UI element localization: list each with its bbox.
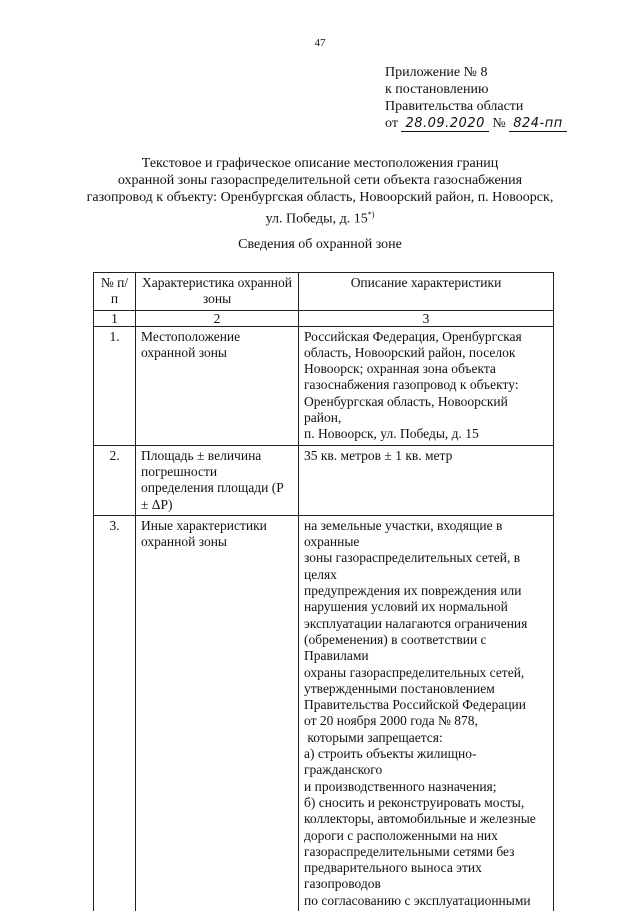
section-subtitle: Сведения об охранной зоне: [238, 237, 402, 252]
row-number: 3.: [94, 515, 136, 911]
appendix-line-2: к постановлению: [385, 82, 489, 97]
number-sign: №: [492, 116, 506, 131]
description-line: а) строить объекты жилищно-гражданского: [304, 746, 477, 778]
row-characteristic: Местоположение охранной зоны: [136, 326, 299, 445]
table-row: [94, 445, 554, 515]
row-description: [299, 445, 554, 515]
appendix-block: [385, 64, 567, 132]
description-line: газораспределительными сетями без: [304, 843, 515, 859]
description-line: Новоорск; охранная зона объекта: [304, 361, 496, 377]
title-line-1: Текстовое и графическое описание местоположения границ: [141, 156, 499, 171]
numbering-cell: 3: [299, 310, 554, 326]
table-row: [94, 515, 554, 911]
description-line: нарушения условий их нормальной: [304, 599, 508, 615]
description-line: б) сносить и реконструировать мосты,: [304, 794, 525, 810]
table-numbering-row: [94, 310, 554, 326]
description-line: область, Новоорский район, поселок: [304, 344, 516, 360]
row-number: 1.: [94, 326, 136, 445]
description-line: и производственного назначения;: [304, 778, 497, 794]
description-line: предварительного выноса этих газопроводов: [304, 860, 482, 892]
description-line: которыми запрещается:: [304, 729, 443, 745]
description-line: (обременения) в соответствии с Правилами: [304, 631, 487, 664]
appendix-date-line: [385, 115, 567, 132]
description-line: Правительства Российской Федерации: [304, 697, 526, 713]
row-number: 2.: [94, 445, 136, 515]
protection-zone-table: [93, 272, 554, 911]
description-line: утвержденными постановлением: [304, 680, 495, 696]
footnote-mark: *): [367, 210, 375, 219]
description-line: дороги с расположенными на них: [304, 827, 498, 843]
description-line: 35 кв. метров ± 1 кв. метр: [304, 447, 453, 463]
description-line: п. Новоорск, ул. Победы, д. 15: [304, 426, 479, 442]
document-title: [60, 155, 580, 228]
numbering-cell: 1: [94, 310, 136, 326]
description-line: Оренбургская область, Новоорский район,: [304, 393, 508, 426]
handwritten-date: 28.09.2020: [401, 117, 488, 132]
description-line: эксплуатации налагаются ограничения: [304, 615, 528, 631]
description-line: на земельные участки, входящие в охранные: [304, 517, 503, 550]
appendix-line-3: Правительства области: [385, 99, 524, 114]
description-line: газоснабжения газопровод к объекту:: [304, 377, 519, 393]
title-line-3: газопровод к объекту: Оренбургская область, Новоорский район, п. Новоорск,: [86, 190, 554, 205]
table-row: [94, 326, 554, 445]
description-line: по согласованию с эксплуатационными: [304, 892, 531, 908]
header-description: Описание характеристики: [299, 273, 554, 311]
description-line: Российская Федерация, Оренбургская: [304, 328, 522, 344]
page-number: 47: [314, 37, 326, 49]
description-line: зоны газораспределительных сетей, в целях: [304, 550, 521, 582]
row-description: [299, 515, 554, 911]
table-header-row: [94, 273, 554, 311]
row-characteristic: Иные характеристики охранной зоны: [136, 515, 299, 911]
row-characteristic: Площадь ± величина погрешности определения площади (P ± ΔP): [136, 445, 299, 515]
title-address-end: ул. Победы, д. 15: [265, 211, 368, 227]
description-line: от 20 ноября 2000 года № 878,: [304, 713, 478, 729]
description-line: коллекторы, автомобильные и железные: [304, 811, 536, 827]
title-line-2: охранной зоны газораспределительной сети объекта газоснабжения: [117, 173, 523, 188]
header-number: № п/п: [94, 273, 136, 311]
description-line: охраны газораспределительных сетей,: [304, 664, 525, 680]
numbering-cell: 2: [136, 310, 299, 326]
date-prefix: от: [385, 116, 398, 131]
handwritten-number: 824-пп: [509, 117, 567, 132]
description-line: предупреждения их повреждения или: [304, 583, 522, 599]
row-description: [299, 326, 554, 445]
header-characteristic: Характеристика охранной зоны: [136, 273, 299, 311]
title-line-4: [60, 206, 580, 228]
appendix-line-1: Приложение № 8: [385, 65, 488, 80]
